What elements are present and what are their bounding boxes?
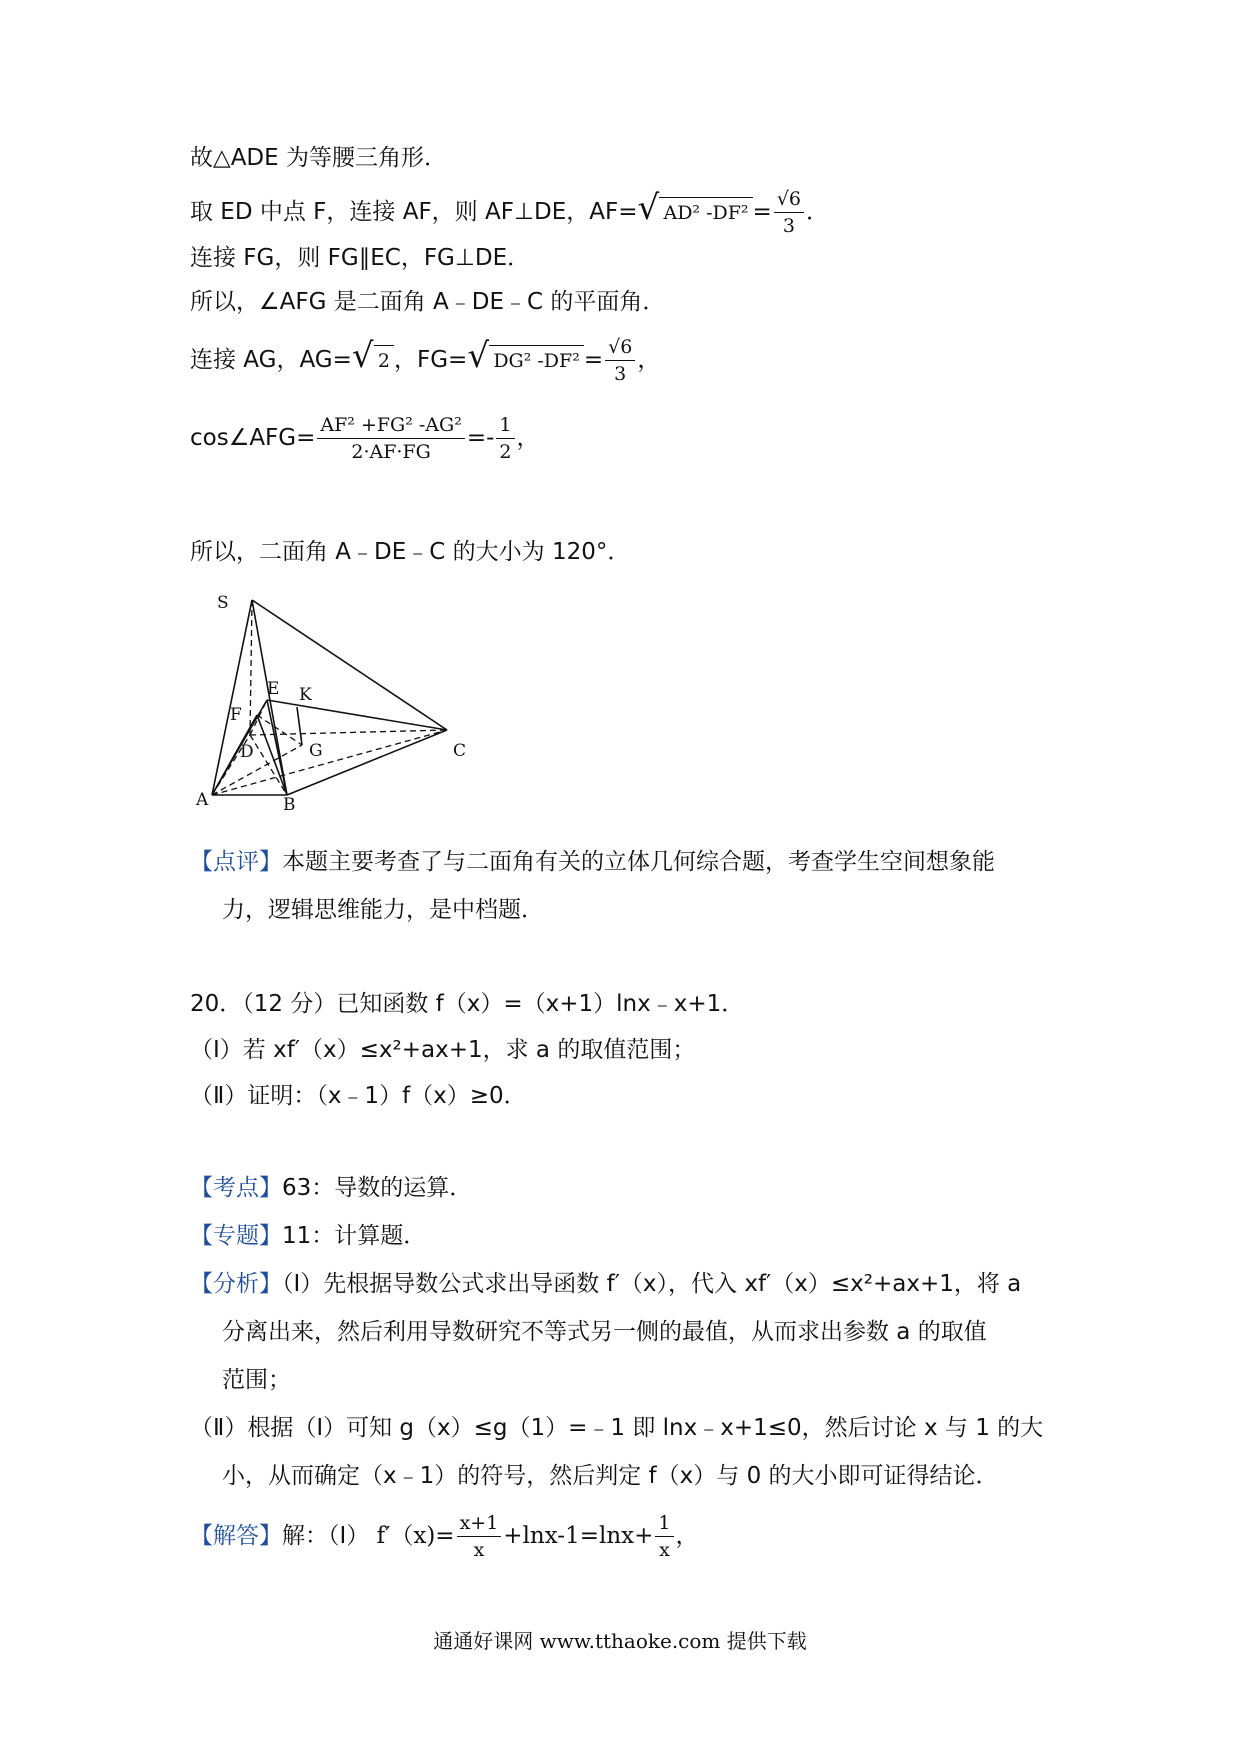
numerator: AF² +FG² -AG²: [317, 412, 464, 439]
fraction: [457, 1510, 502, 1563]
sqrt-expression: √ AD² -DF²: [637, 197, 752, 229]
text: ，FG=: [393, 347, 468, 373]
fraction: [496, 412, 514, 465]
label-c: C: [453, 741, 467, 761]
review-tag: 【点评】: [190, 849, 282, 875]
label-k: K: [299, 685, 312, 705]
radicand: DG² -DF²: [489, 345, 584, 376]
equals: =-: [466, 425, 495, 451]
text-line: 所以，∠AFG 是二面角 A﹣DE﹣C 的平面角．: [190, 289, 666, 315]
jieda-tag: 【解答】: [190, 1523, 282, 1549]
fenxi-line-3: 范围；: [222, 1367, 291, 1393]
fraction: [605, 334, 635, 387]
zhuanti-text: 11：计算题．: [282, 1223, 427, 1249]
jieda-line: [190, 1510, 699, 1563]
punct: ，: [675, 1523, 699, 1549]
edge-fg: [257, 715, 302, 745]
review-text: 本题主要考查了与二面角有关的立体几何综合题，考查学生空间想象能: [282, 849, 995, 875]
jieda-text: 解：（Ⅰ）: [282, 1523, 370, 1549]
problem-title: 20．（12 分）已知函数 f（x）=（x+1）lnx﹣x+1．: [190, 991, 745, 1017]
fenxi-line-4: （Ⅱ）根据（I）可知 g（x）≤g（1）=﹣1 即 lnx﹣x+1≤0，然后讨论 x 与 1 的大: [190, 1415, 1044, 1441]
text-line: 连接 FG，则 FG∥EC，FG⊥DE．: [190, 245, 531, 271]
denominator: 2: [499, 441, 512, 463]
fraction: [655, 1510, 673, 1563]
edge-sd: [250, 600, 252, 735]
page-footer: 通通好课网 www.tthaoke.com 提供下载: [433, 1629, 807, 1653]
equals: =: [752, 199, 772, 225]
problem-part-1: （Ⅰ）若 xf′（x）≤x²+ax+1，求 a 的取值范围；: [190, 1037, 696, 1063]
equals: =: [583, 347, 604, 373]
sqrt-expression: √ 2: [352, 345, 394, 377]
text-line: 故△ADE 为等腰三角形．: [190, 145, 447, 171]
derivative-expr: f′（x)=: [376, 1523, 455, 1549]
denominator: 2·AF·FG: [351, 441, 431, 463]
sqrt-expression: √ DG² -DF²: [467, 345, 584, 377]
kaodian-text: 63：导数的运算．: [282, 1175, 473, 1201]
numerator: x+1: [457, 1510, 502, 1537]
label-a: A: [196, 790, 209, 810]
problem-part-2: （Ⅱ）证明：（x﹣1）f（x）≥0．: [190, 1083, 527, 1109]
kaodian-line: [190, 1172, 472, 1204]
review-line-1: [190, 846, 995, 878]
radicand: 2: [374, 345, 394, 376]
punct: ，: [516, 425, 540, 451]
label-e: E: [267, 679, 280, 699]
zhuanti-line: [190, 1220, 426, 1252]
text: cos∠AFG=: [190, 425, 316, 451]
label-f: F: [230, 705, 242, 725]
text: 连接 AG，AG=: [190, 347, 352, 373]
fraction: [774, 186, 804, 239]
fenxi-tag: 【分析】: [190, 1271, 282, 1297]
text: 取 ED 中点 F，连接 AF，则 AF⊥DE，AF=: [190, 199, 638, 225]
punct: ，: [637, 347, 661, 373]
denominator: x: [659, 1539, 670, 1561]
text-line-af: [190, 186, 829, 239]
fenxi-line-5: 小，从而确定（x﹣1）的符号，然后判定 f（x）与 0 的大小即可证得结论．: [222, 1463, 999, 1489]
denominator: 3: [614, 363, 627, 385]
text-line-cos: [190, 412, 540, 465]
zhuanti-tag: 【专题】: [190, 1223, 282, 1249]
pyramid-figure: [192, 590, 472, 815]
text-line-ag: [190, 334, 660, 387]
text-line: 所以，二面角 A﹣DE﹣C 的大小为 120°．: [190, 539, 631, 565]
punct: ．: [806, 199, 830, 225]
label-d: D: [240, 742, 254, 762]
denominator: 3: [782, 215, 795, 237]
fraction: [317, 412, 464, 465]
edge-sa: [212, 600, 252, 795]
denominator: x: [473, 1539, 485, 1561]
kaodian-tag: 【考点】: [190, 1175, 282, 1201]
review-line-2: 力，逻辑思维能力，是中档题．: [222, 897, 544, 923]
label-b: B: [283, 795, 296, 815]
fenxi-text: （Ⅰ）先根据导数公式求出导函数 f′（x），代入 xf′（x）≤x²+ax+1，将 a: [282, 1271, 1022, 1297]
numerator: √6: [605, 334, 635, 361]
numerator: 1: [655, 1510, 673, 1537]
numerator: √6: [774, 186, 804, 213]
edge-kg: [297, 707, 302, 745]
radicand: AD² -DF²: [659, 197, 752, 228]
fenxi-line-1: [190, 1268, 1021, 1300]
label-g: G: [309, 741, 323, 761]
edge-sc: [252, 600, 447, 730]
fenxi-line-2: 分离出来，然后利用导数研究不等式另一侧的最值，从而求出参数 a 的取值: [222, 1319, 987, 1345]
edge-bc: [287, 730, 447, 795]
edge-ec: [267, 700, 447, 730]
label-s: S: [217, 593, 229, 613]
edge-dc: [250, 730, 447, 735]
numerator: 1: [496, 412, 514, 439]
expr: +lnx-1=lnx+: [503, 1523, 654, 1549]
